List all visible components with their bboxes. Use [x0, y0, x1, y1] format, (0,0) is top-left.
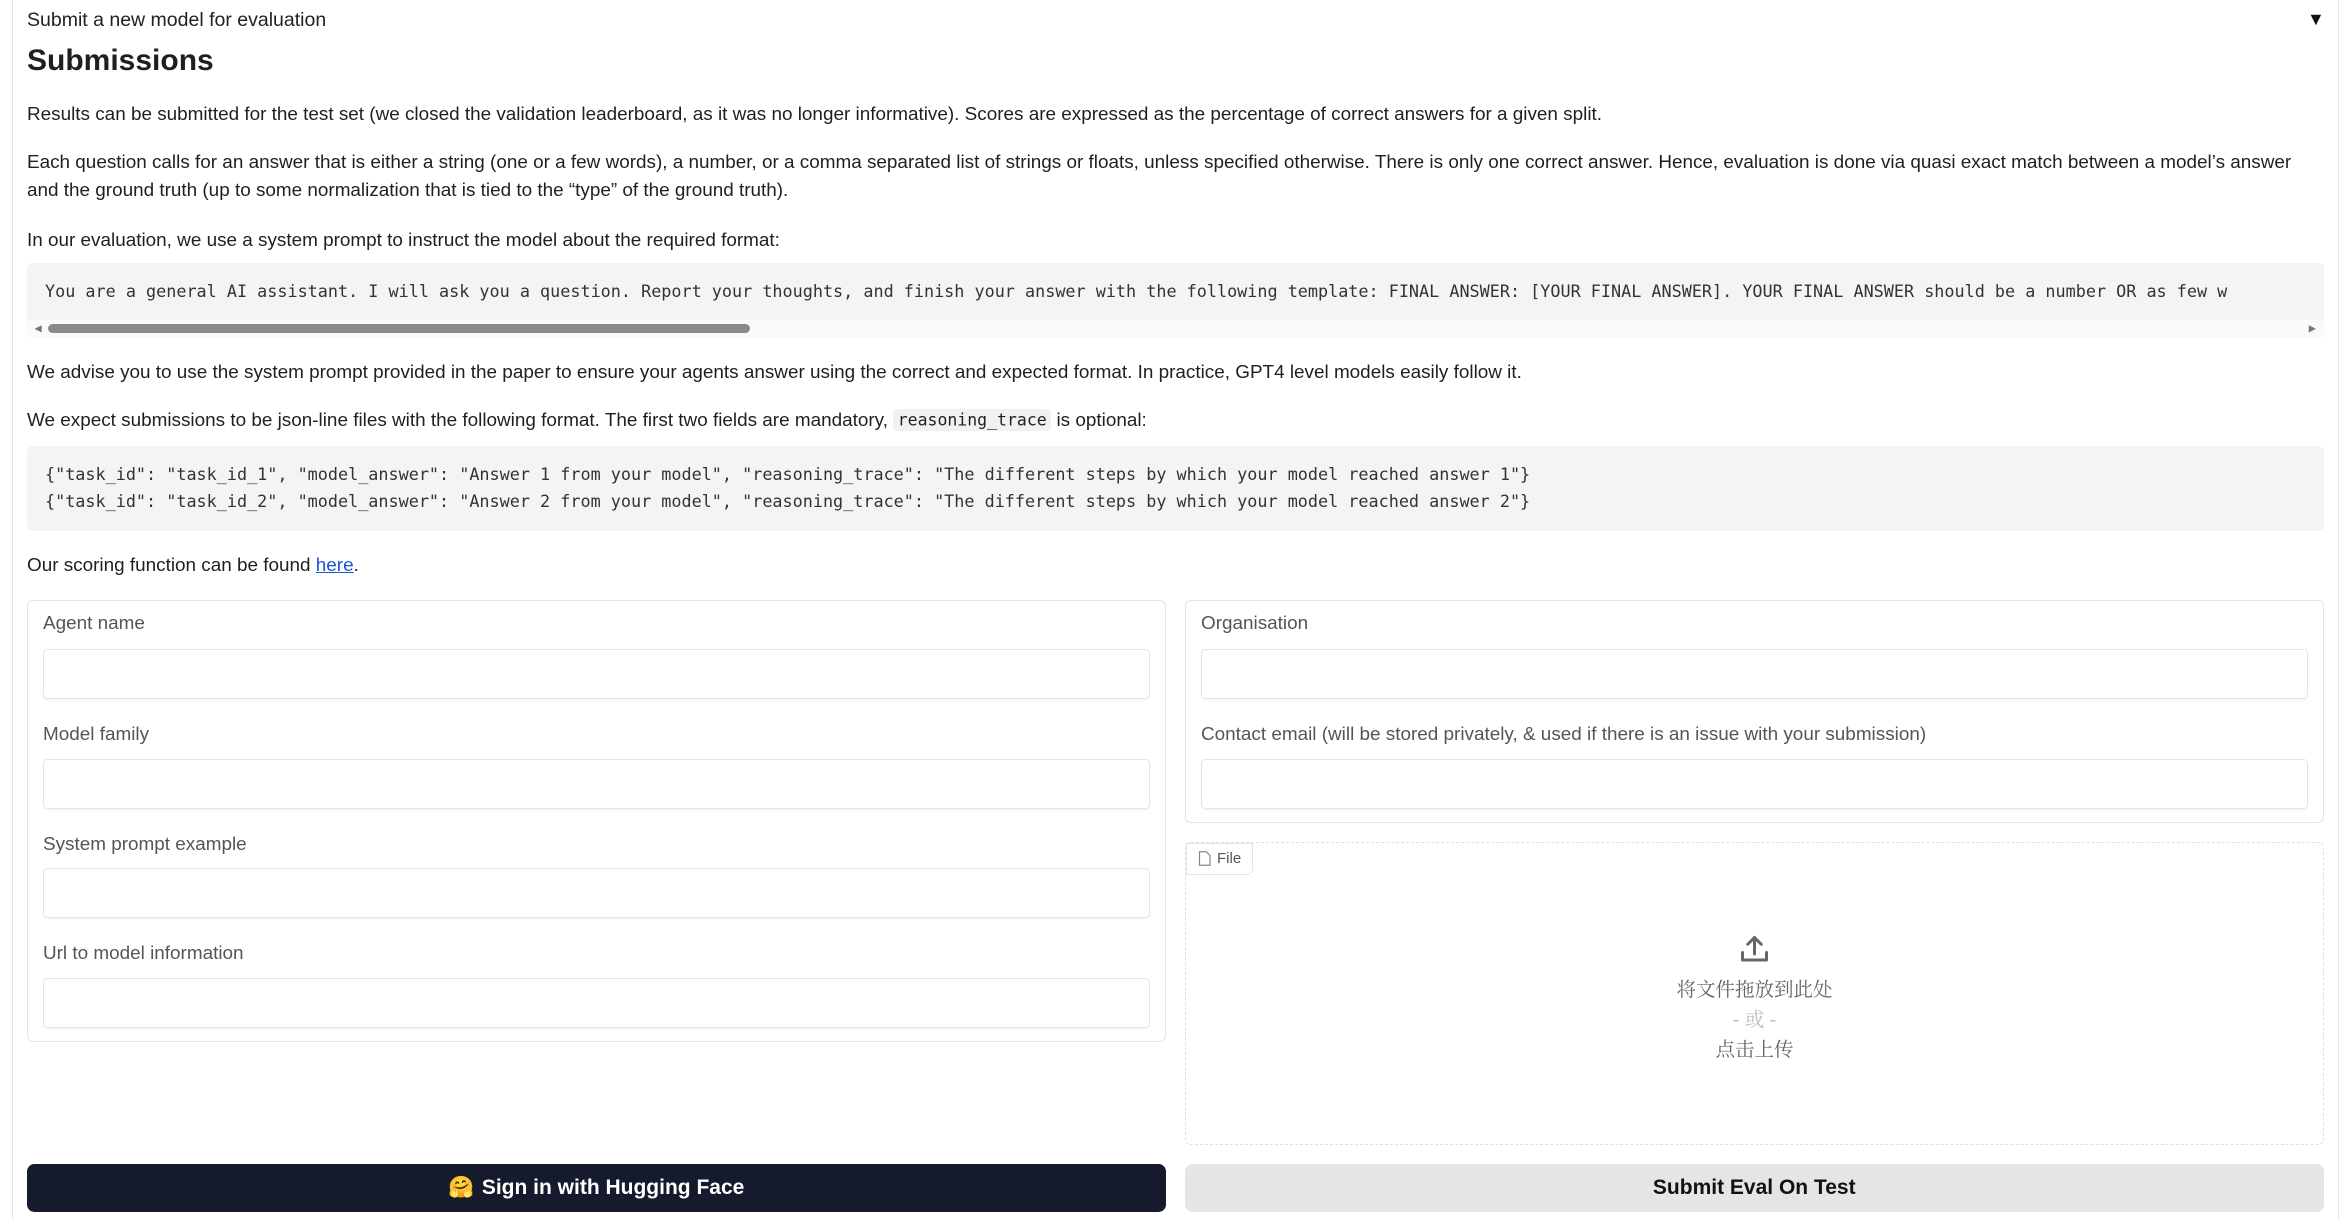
model-family-label: Model family [43, 724, 150, 745]
scoring-link[interactable]: here [315, 555, 354, 576]
scroll-left-icon[interactable]: ◀ [34, 321, 42, 335]
advice-paragraph: We advise you to use the system prompt provided in the paper to ensure your agents answer using the correct and expected format. In practice, GPT4 level models easily follow it. [27, 361, 1522, 383]
upload-icon [1738, 933, 1771, 966]
submit-eval-button[interactable]: Submit Eval On Test [1185, 1164, 2324, 1212]
url-label: Url to model information [43, 943, 244, 964]
format-text-end: is optional: [1051, 409, 1147, 431]
file-tag [1186, 843, 1253, 875]
file-dropzone[interactable] [1185, 842, 2324, 1146]
organisation-input[interactable] [1201, 649, 2308, 699]
format-paragraph [27, 407, 2322, 436]
drop-text: 将文件拖放到此处 [1676, 978, 1833, 1001]
system-prompt-input[interactable] [43, 868, 1150, 918]
scoring-text: Our scoring function can be found [27, 555, 316, 576]
right-form-group [1185, 600, 2324, 823]
scroll-right-icon[interactable]: ▶ [2308, 321, 2316, 335]
intro-paragraph: Results can be submitted for the test set (we closed the validation leaderboard, as it was no longer informative). Scores are expressed as the percentage of correct answers for a given split. [27, 103, 1603, 125]
jsonl-example-text: {"task_id": "task_id_1", "model_answer": "Answer 1 from your model", "reasoning_trace": "The different steps by which your model reached answer 1"} {"task_id": "task_id_2", "model_answer": "Answer 2 from your model", "reasoning_trace": "The different steps by which your model reached answer 2"} [45, 463, 1531, 511]
sign-in-button[interactable] [27, 1164, 1166, 1212]
left-form-group [27, 600, 1166, 1042]
system-prompt-label: System prompt example [43, 833, 247, 855]
agent-name-label: Agent name [43, 613, 145, 634]
format-text: We expect submissions to be json-line files with the following format. The first two fields are mandatory, [27, 409, 894, 431]
agent-name-input[interactable] [43, 649, 1150, 699]
accordion-title[interactable]: Submit a new model for evaluation [27, 9, 327, 31]
or-text: - 或 - [1732, 1008, 1777, 1031]
system-prompt-code [27, 263, 2324, 338]
scrollbar-thumb[interactable] [48, 324, 750, 333]
click-upload-text[interactable]: 点击上传 [1715, 1038, 1794, 1061]
contact-email-label: Contact email (will be stored privately, & used if there is an issue with your submission) [1201, 724, 1927, 745]
sign-in-label: Sign in with Hugging Face [481, 1176, 745, 1199]
system-prompt-intro: In our evaluation, we use a system prompt to instruct the model about the required format: [27, 229, 780, 251]
hugging-face-icon: 🤗 [448, 1176, 475, 1199]
system-prompt-text: You are a general AI assistant. I will ask you a question. Report your thoughts, and finish your answer with the following template: FINAL ANSWER: [YOUR FINAL ANSWER]. YOUR FINAL ANSWER should be a number OR as few w [45, 280, 2228, 301]
scoring-text-end: . [353, 555, 359, 576]
model-family-input[interactable] [43, 759, 1150, 809]
drop-instructions[interactable] [1186, 933, 2323, 1065]
organisation-label: Organisation [1201, 613, 1309, 634]
file-tag-label: File [1217, 850, 1242, 867]
jsonl-example-code [27, 446, 2324, 532]
url-input[interactable] [43, 978, 1150, 1028]
horizontal-scrollbar[interactable] [27, 320, 2324, 338]
file-icon [1198, 851, 1212, 866]
contact-email-input[interactable] [1201, 759, 2308, 809]
collapse-triangle-icon[interactable]: ▼ [2307, 9, 2325, 29]
answer-format-paragraph: Each question calls for an answer that is either a string (one or a few words), a number, or a comma separated list of strings or floats, unless specified otherwise. There is only one correct answer. Hence, evaluation is done via quasi exact match between a model’s answer and the ground truth (up to some normalization that is tied to the “type” of the ground truth). [27, 151, 2292, 201]
scoring-paragraph [27, 552, 2322, 581]
inline-code: reasoning_trace [893, 409, 1051, 431]
page-title: Submissions [27, 43, 214, 77]
